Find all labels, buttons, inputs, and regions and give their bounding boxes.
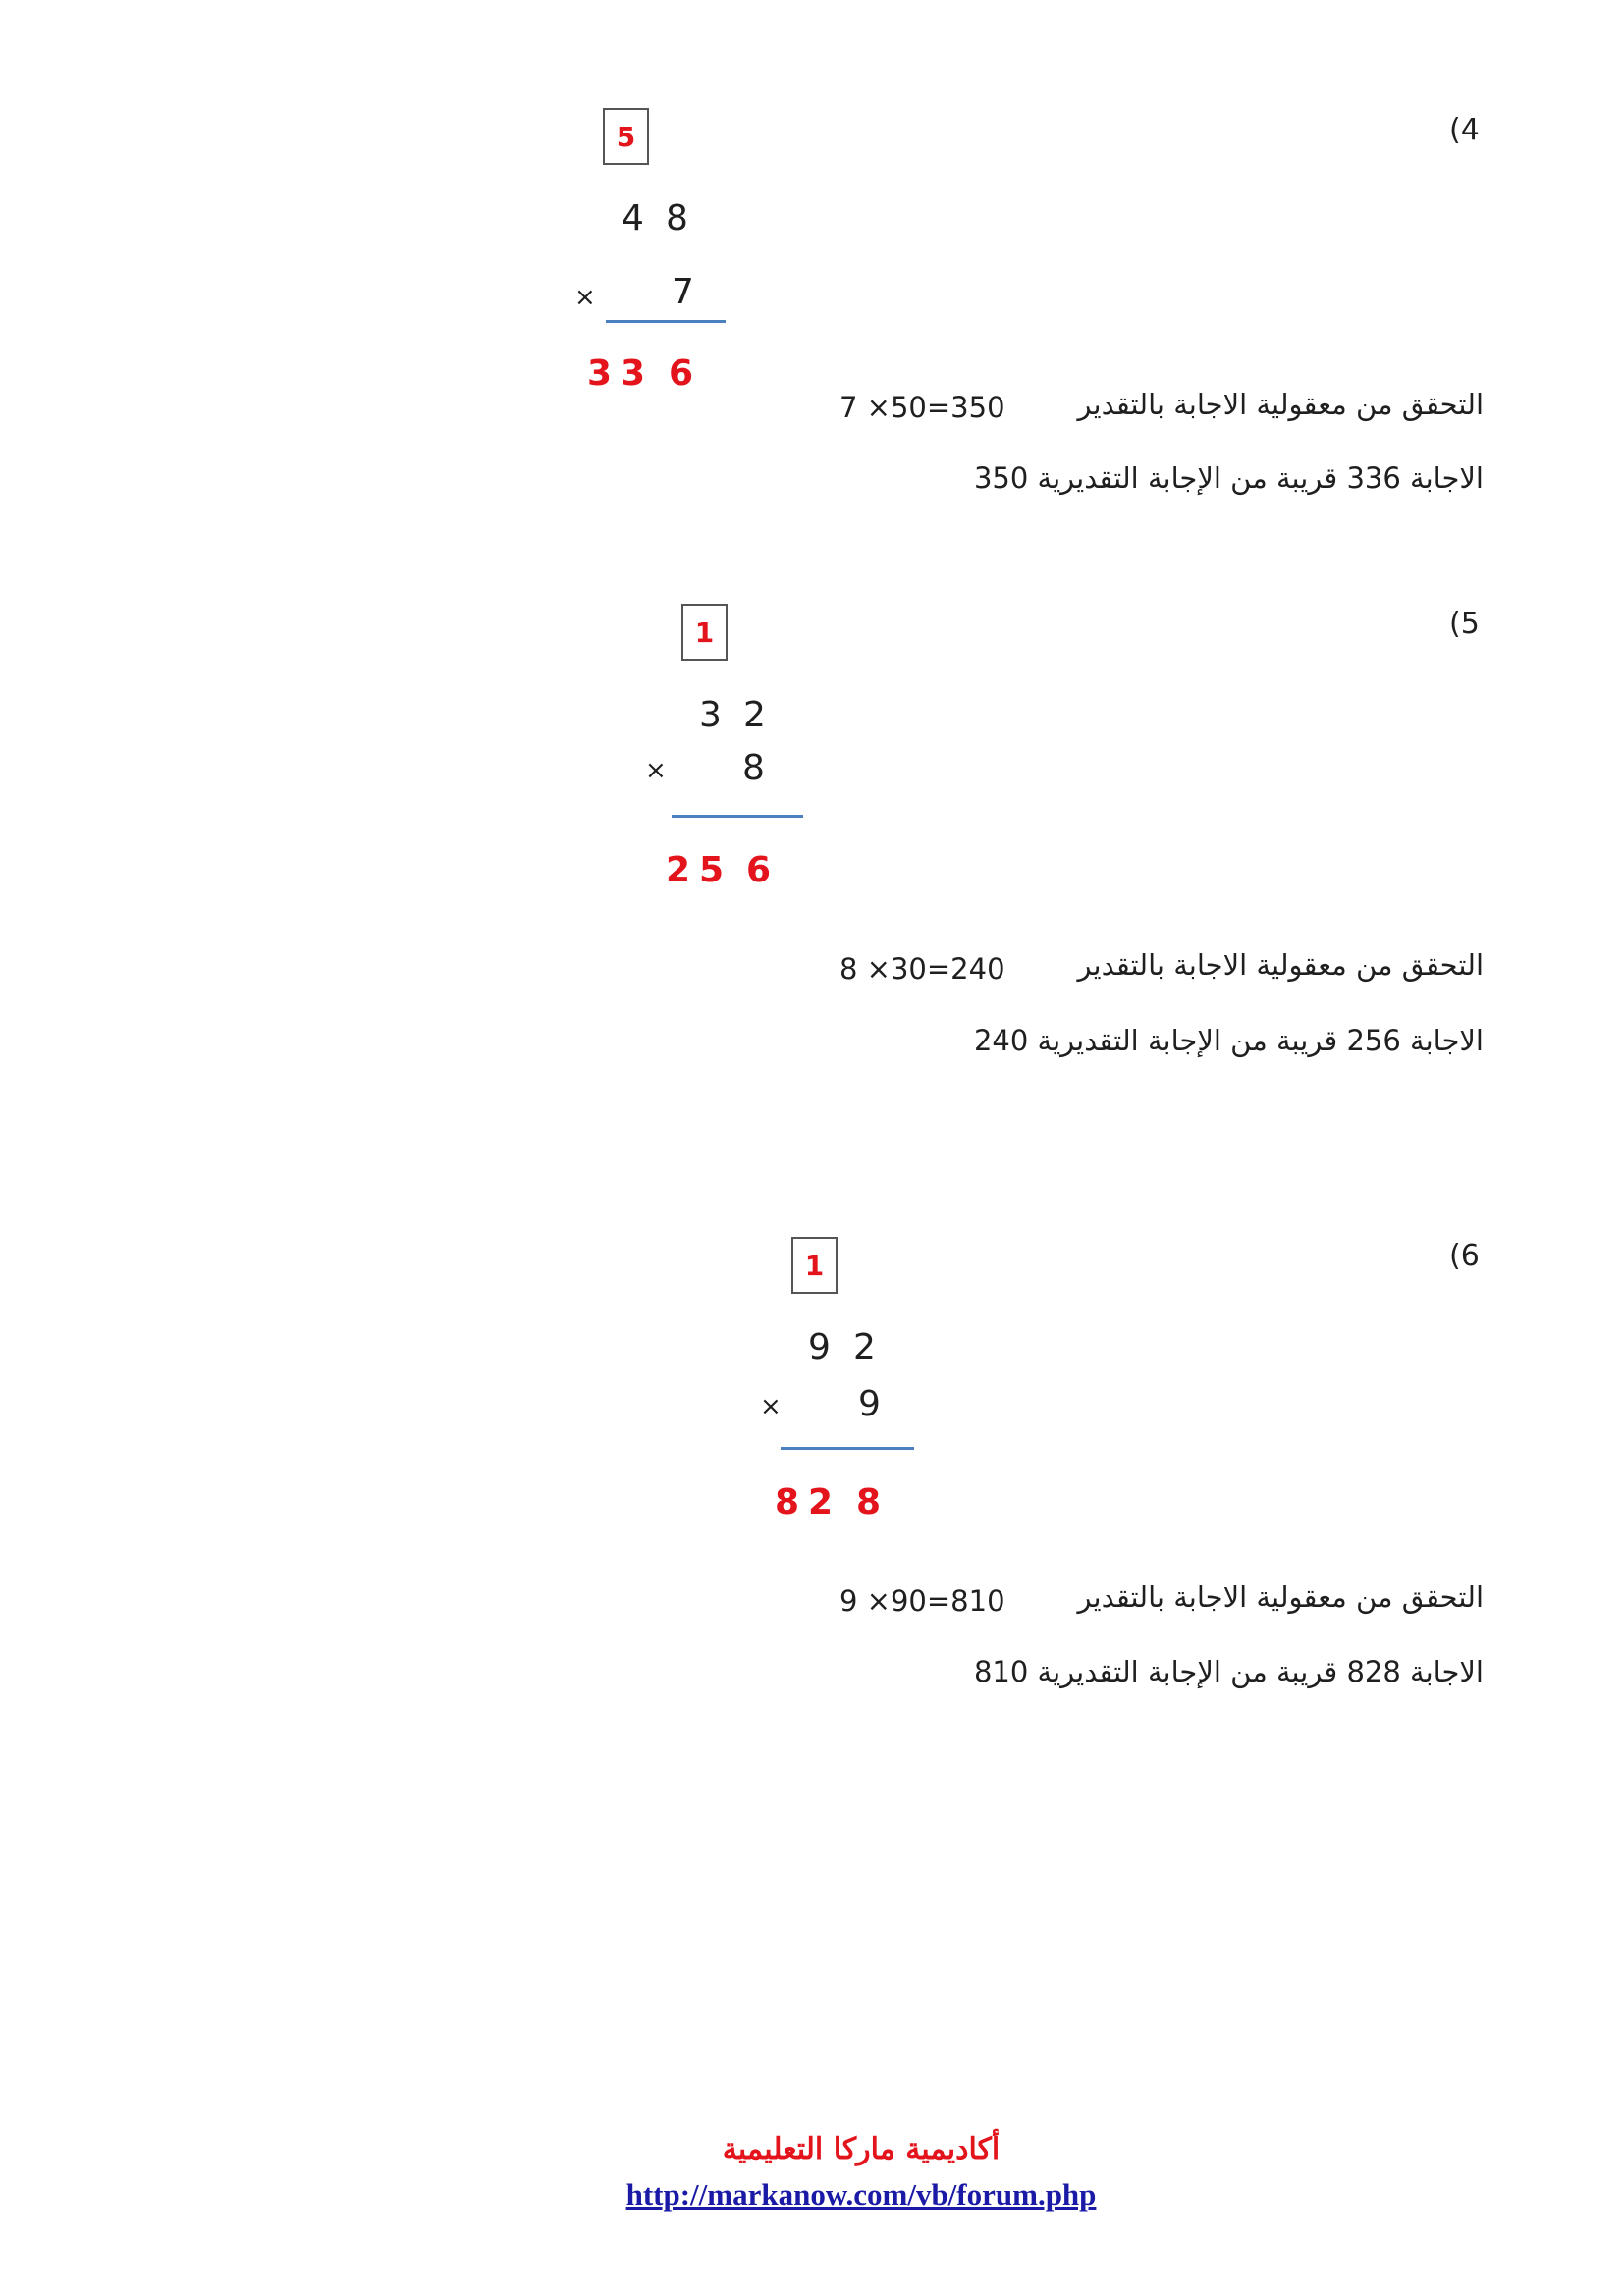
- check-expression: 9 ×90=810: [839, 1584, 1005, 1618]
- multiplier-digit: 8: [742, 748, 765, 788]
- result-digit: 2: [666, 850, 691, 890]
- footer-academy-name: أكاديمية ماركا التعليمية: [722, 2132, 1001, 2166]
- carry-digit: 5: [616, 120, 636, 153]
- carry-box: [791, 1237, 838, 1294]
- sum-rule: [781, 1447, 914, 1450]
- check-expression: 8 ×30=240: [839, 952, 1005, 986]
- carry-digit: 1: [694, 615, 715, 649]
- result-digit: 6: [669, 353, 694, 394]
- result-digit: 3: [587, 353, 613, 394]
- result-digit: 5: [699, 850, 725, 890]
- footer-forum-link[interactable]: http://markanow.com/vb/forum.php: [625, 2177, 1097, 2212]
- check-text: التحقق من معقولية الاجابة بالتقدير: [1077, 388, 1484, 421]
- multiplier-digit: 9: [858, 1384, 881, 1424]
- top-digit: 2: [743, 695, 766, 735]
- top-digit: 4: [622, 198, 644, 239]
- check-text: التحقق من معقولية الاجابة بالتقدير: [1077, 1580, 1484, 1614]
- answer-line: الاجابة 256 قريبة من الإجابة التقديرية 240: [973, 1024, 1484, 1057]
- result-digit: 8: [775, 1482, 800, 1522]
- times-sign: ×: [645, 756, 667, 785]
- sum-rule: [606, 320, 726, 323]
- result-digit: 6: [746, 850, 772, 890]
- result-digit: 8: [856, 1482, 882, 1522]
- problem-label: (5: [1449, 607, 1480, 641]
- top-digit: 2: [853, 1327, 876, 1367]
- multiplier-digit: 7: [672, 272, 694, 312]
- sum-rule: [672, 815, 803, 818]
- times-sign: ×: [574, 283, 596, 312]
- answer-line: الاجابة 828 قريبة من الإجابة التقديرية 810: [973, 1655, 1484, 1688]
- problem-label: (4: [1449, 113, 1480, 147]
- times-sign: ×: [760, 1392, 782, 1421]
- result-digit: 3: [621, 353, 646, 394]
- top-digit: 3: [699, 695, 722, 735]
- check-text: التحقق من معقولية الاجابة بالتقدير: [1077, 948, 1484, 982]
- carry-box: [681, 604, 728, 661]
- problem-label: (6: [1449, 1239, 1480, 1273]
- top-digit: 9: [808, 1327, 831, 1367]
- carry-box: [603, 108, 649, 165]
- check-expression: 7 ×50=350: [839, 391, 1005, 424]
- carry-digit: 1: [804, 1249, 825, 1282]
- result-digit: 2: [808, 1482, 834, 1522]
- top-digit: 8: [666, 198, 688, 239]
- answer-line: الاجابة 336 قريبة من الإجابة التقديرية 350: [973, 461, 1484, 495]
